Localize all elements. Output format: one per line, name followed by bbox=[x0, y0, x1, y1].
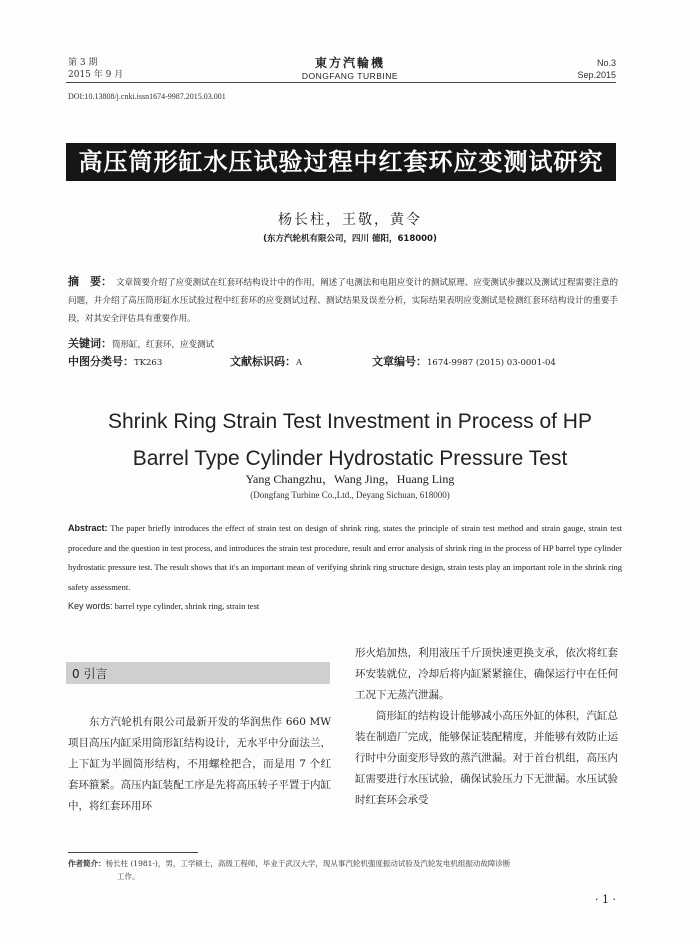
paper-title-cn: 高压筒形缸水压试验过程中红套环应变测试研究 bbox=[66, 143, 616, 181]
paper-title-en bbox=[0, 403, 700, 477]
journal-name-en: DONGFANG TURBINE bbox=[301, 71, 399, 81]
keywords-en-label: Key words: bbox=[68, 601, 113, 611]
header-left bbox=[68, 57, 123, 81]
article-number-label: 文章编号： bbox=[372, 355, 427, 368]
abstract-cn-label: 摘 要： bbox=[68, 275, 113, 288]
affiliation-cn: (东方汽轮机有限公司，四川 德阳，618000) bbox=[263, 234, 437, 244]
title-en-line-1: Shrink Ring Strain Test Investment in Process of HP bbox=[108, 410, 592, 433]
authors-cn: 杨长柱，王敬，黄令 bbox=[278, 212, 422, 228]
keywords-cn-label: 关键词： bbox=[68, 337, 112, 350]
header-date-cn: 2015 年 9 月 bbox=[68, 70, 124, 80]
classification-row bbox=[68, 353, 628, 369]
header-divider bbox=[66, 82, 616, 83]
keywords-en bbox=[68, 601, 259, 611]
abstract-en-text: The paper briefly introduces the effect of strain test on design of shrink ring, states the principle of strain test method and strain gauge, strain test procedure and the question in test process, and introduces the strain test procedure, result and error analysis of shrink ring in the process of HP barrel type cylinder hydrostatic pressure test. The result shows that it's an important mean of verifying shrink ring structure design, strain tests play an important role in the shrink ring safety assessment. bbox=[68, 523, 622, 592]
page-number: · 1 · bbox=[595, 893, 616, 906]
document-code bbox=[230, 353, 302, 369]
keywords-en-text: barrel type cylinder, shrink ring, strain test bbox=[114, 601, 260, 611]
footnote-divider bbox=[68, 852, 198, 853]
footnote-label: 作者简介： bbox=[68, 859, 106, 868]
header-issue-cn: 第 3 期 bbox=[68, 58, 98, 68]
footnote-continuation: 工作。 bbox=[117, 872, 140, 881]
header-date-en: Sep.2015 bbox=[577, 70, 616, 80]
keywords-cn-text: 筒形缸，红套环，应变测试 bbox=[112, 340, 215, 350]
authors-en: Yang Changzhu，Wang Jing，Huang Ling bbox=[245, 472, 455, 486]
abstract-en bbox=[68, 519, 622, 597]
footnote-text: 杨长柱 (1981-)，男，工学硕士，高级工程师，毕业于武汉大学，现从事汽轮机强度振动试验及汽轮发电机组振动故障诊断 bbox=[105, 859, 511, 868]
header-issue-en: No.3 bbox=[596, 58, 616, 68]
author-footnote bbox=[68, 857, 620, 883]
keywords-cn bbox=[68, 335, 214, 351]
doc-code-value: A bbox=[296, 358, 303, 368]
body-paragraph: 东方汽轮机有限公司最新开发的华润焦作 660 MW 项目高压内缸采用筒形缸结构设计，无水平中分面法兰，上下缸为半圆筒形结构，不用螺栓把合，而是用 7 个红套环箍紧。高压内缸装配工序是先将高压转子平置于内缸中，将红套环用环 bbox=[68, 716, 331, 812]
section-heading: 0 引言 bbox=[72, 667, 108, 681]
journal-name-cn: 東方汽輪機 bbox=[314, 56, 385, 70]
article-number bbox=[372, 353, 556, 369]
header-right bbox=[577, 57, 616, 81]
article-number-value: 1674-9987 (2015) 03-0001-04 bbox=[427, 358, 556, 368]
body-paragraph: 筒形缸的结构设计能够减小高压外缸的体积，汽缸总装在制造厂完成，能够保证装配精度，并能够有效防止运行时中分面变形导致的蒸汽泄漏。对于首台机组，高压内缸需要进行水压试验，确保试验压力下无泄漏。水压试验时红套环会承受 bbox=[355, 710, 618, 806]
title-en-line-2: Barrel Type Cylinder Hydrostatic Pressure Test bbox=[132, 447, 568, 470]
clc-label: 中图分类号： bbox=[68, 355, 134, 368]
journal-masthead bbox=[250, 54, 450, 81]
body-paragraph: 形火焰加热，利用液压千斤顶快速更换支承，依次将红套环安装就位，冷却后将内缸紧紧箍住，确保运行中在任何工况下无蒸汽泄漏。 bbox=[355, 647, 618, 701]
abstract-cn bbox=[68, 273, 618, 328]
doc-code-label: 文献标识码： bbox=[230, 355, 296, 368]
affiliation-en: (Dongfang Turbine Co.,Ltd., Deyang Sichuan, 618000) bbox=[250, 490, 450, 500]
abstract-en-label: Abstract: bbox=[68, 523, 108, 533]
doi-line: DOI:10.13808/j.cnki.issn1674-9987.2015.03.001 bbox=[68, 92, 226, 101]
clc-code bbox=[68, 353, 162, 369]
body-column-right bbox=[355, 643, 618, 811]
body-column-left bbox=[68, 712, 331, 817]
abstract-cn-text: 文章简要介绍了应变测试在红套环结构设计中的作用，阐述了电测法和电阻应变计的测试原理、应变测试步骤以及测试过程需要注意的问题，并介绍了高压筒形缸水压试验过程中红套环的应变测试过程、测试结果及误差分析，实际结果表明应变测试是检测红套环结构设计的重要手段，对其安全评估具有重要作用。 bbox=[68, 278, 618, 324]
clc-value: TK263 bbox=[134, 358, 163, 368]
